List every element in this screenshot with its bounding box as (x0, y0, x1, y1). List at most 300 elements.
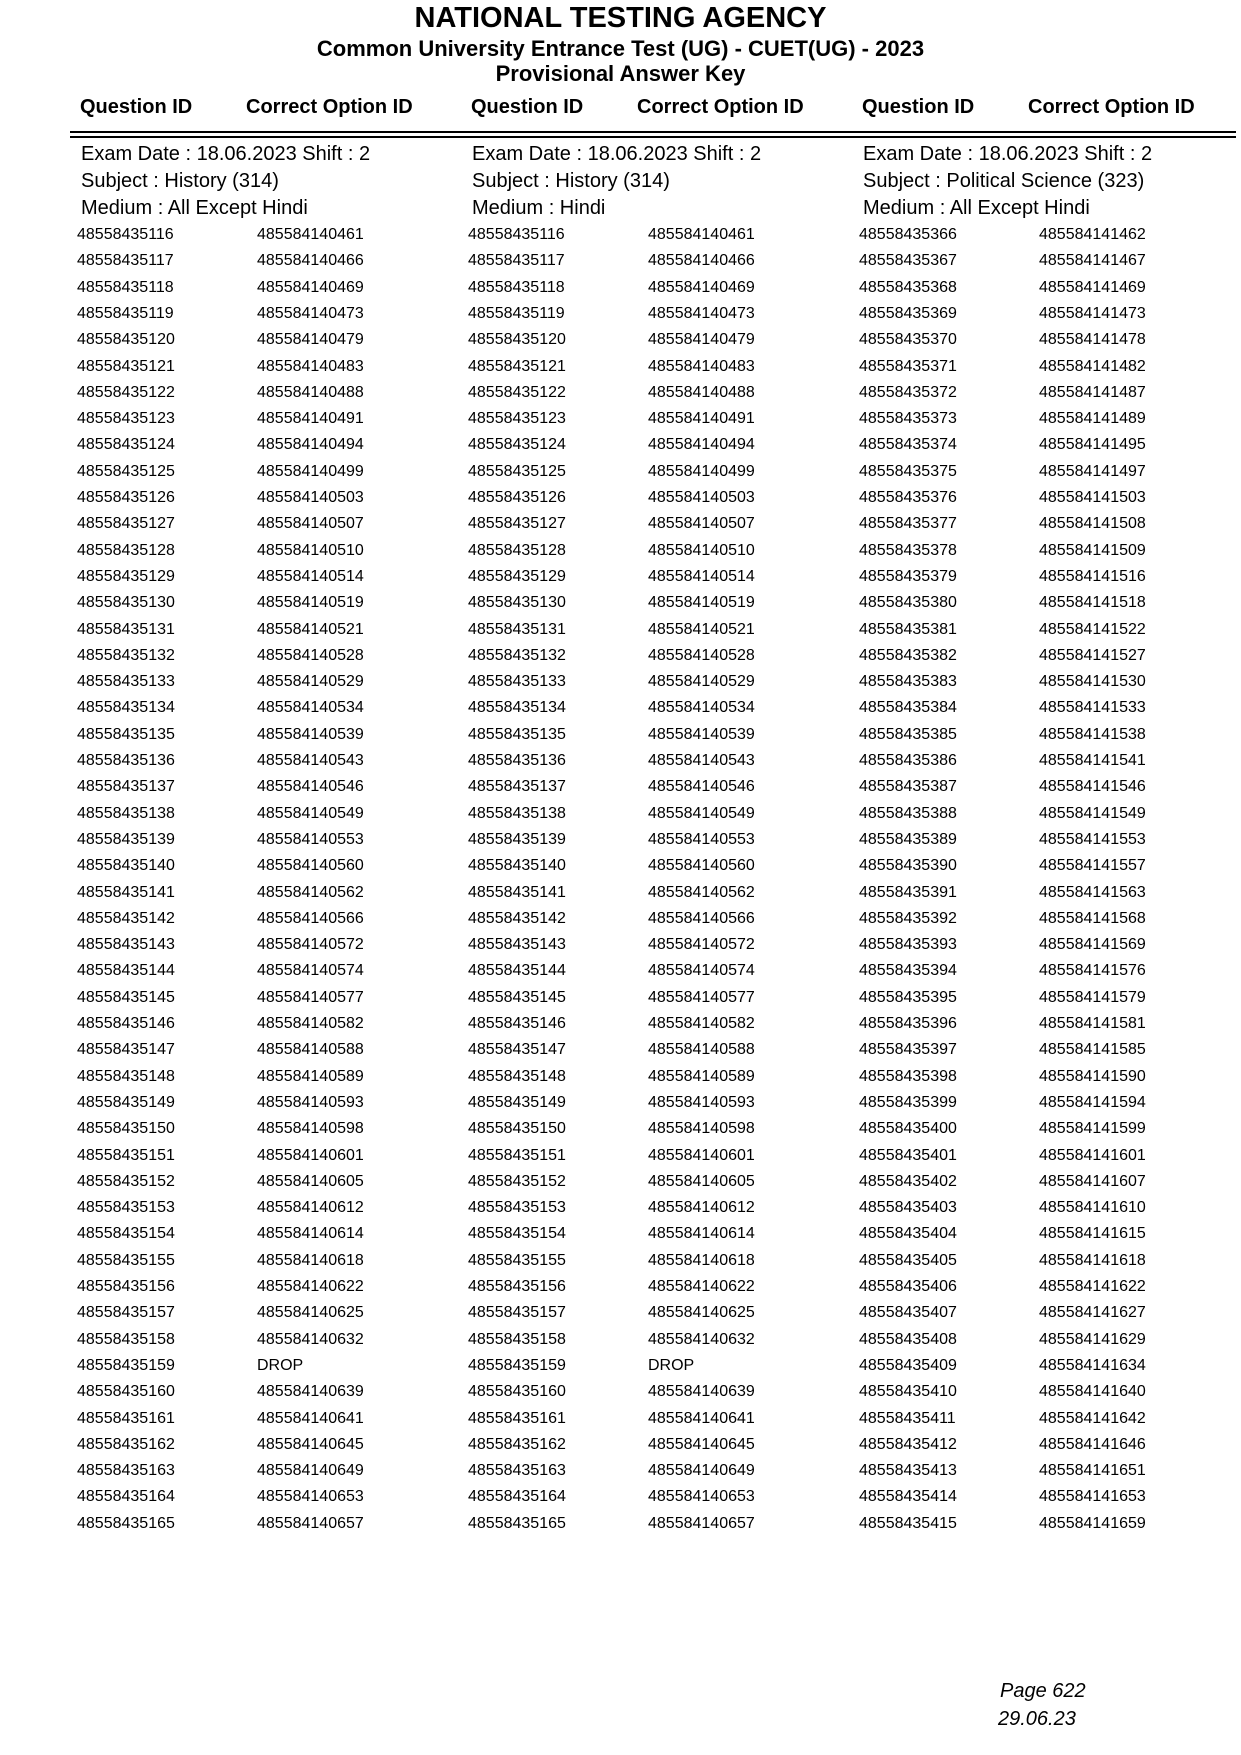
correct-option-id-cell: 485584141585 (1039, 1041, 1146, 1059)
correct-option-id-cell: 485584140539 (257, 725, 364, 743)
question-id-cell: 48558435148 (468, 1067, 566, 1085)
question-id-cell: 48558435408 (859, 1330, 957, 1348)
question-id-cell: 48558435156 (77, 1278, 175, 1295)
correct-option-id-cell: 485584141622 (1039, 1278, 1146, 1295)
correct-option-id-cell: 485584141607 (1039, 1172, 1146, 1190)
question-id-cell: 48558435137 (468, 778, 566, 796)
correct-option-id-cell: 485584140469 (257, 278, 364, 296)
correct-option-id-cell: 485584140612 (648, 1199, 755, 1217)
correct-option-id-cell: 485584140653 (648, 1488, 755, 1506)
correct-option-id-cell: 485584140577 (648, 988, 755, 1006)
question-id-cell: 48558435117 (77, 252, 174, 270)
question-id-cell: 48558435143 (77, 936, 175, 954)
question-id-cell: 48558435127 (468, 515, 566, 533)
correct-option-id-cell: 485584141651 (1039, 1462, 1146, 1480)
correct-option-id-cell: 485584141497 (1039, 462, 1146, 480)
question-id-cell: 48558435147 (468, 1041, 566, 1059)
correct-option-id-cell: 485584140494 (648, 436, 755, 454)
correct-option-id-cell: 485584140553 (257, 830, 364, 848)
question-id-cell: 48558435116 (77, 226, 174, 243)
correct-option-id-cell: 485584140593 (648, 1093, 755, 1111)
question-id-cell: 48558435370 (859, 331, 957, 349)
correct-option-id-cell: 485584140479 (257, 331, 364, 349)
correct-option-id-cell: 485584140529 (257, 673, 364, 691)
question-id-cell: 48558435122 (468, 383, 566, 401)
question-id-cell: 48558435163 (468, 1462, 566, 1480)
question-id-cell: 48558435117 (468, 252, 565, 270)
question-id-cell: 48558435127 (77, 515, 175, 533)
question-id-cell: 48558435124 (468, 436, 566, 454)
correct-option-id-cell: 485584141546 (1039, 778, 1146, 796)
correct-option-id-cell: 485584141579 (1039, 988, 1146, 1006)
correct-option-id-cell: 485584140582 (648, 1015, 755, 1032)
column-header-correct-option-id: Correct Option ID (1028, 96, 1195, 118)
question-id-cell: 48558435157 (468, 1304, 566, 1322)
correct-option-id-cell: 485584140543 (257, 752, 364, 769)
question-id-cell: 48558435158 (77, 1330, 175, 1348)
correct-option-id-cell: 485584140514 (257, 567, 364, 585)
question-id-cell: 48558435165 (468, 1514, 566, 1532)
question-id-cell: 48558435389 (859, 830, 957, 848)
column-header-correct-option-id: Correct Option ID (246, 96, 413, 118)
question-id-cell: 48558435160 (77, 1383, 175, 1401)
question-id-cell: 48558435394 (859, 962, 957, 980)
correct-option-id-cell: 485584140507 (257, 515, 364, 533)
correct-option-id-cell: 485584140572 (257, 936, 364, 954)
question-id-cell: 48558435147 (77, 1041, 175, 1059)
correct-option-id-cell: 485584141618 (1039, 1251, 1146, 1269)
question-id-cell: 48558435385 (859, 725, 957, 743)
question-id-cell: 48558435159 (77, 1356, 175, 1374)
question-id-cell: 48558435141 (77, 883, 175, 901)
correct-option-id-cell: 485584141489 (1039, 410, 1146, 428)
correct-option-id-cell: 485584140622 (648, 1278, 755, 1295)
question-id-cell: 48558435158 (468, 1330, 566, 1348)
correct-option-id-cell: 485584140549 (257, 804, 364, 822)
question-id-cell: 48558435139 (77, 830, 175, 848)
column-header-question-id: Question ID (471, 96, 584, 118)
question-id-cell: 48558435376 (859, 489, 957, 506)
correct-option-id-cell: 485584140632 (257, 1330, 364, 1348)
correct-option-id-cell: 485584141508 (1039, 515, 1146, 533)
question-id-cell: 48558435381 (859, 620, 957, 638)
question-id-cell: 48558435379 (859, 567, 957, 585)
correct-option-id-cell: 485584140546 (648, 778, 755, 796)
correct-option-id-cell: 485584140461 (257, 226, 364, 243)
correct-option-id-cell: 485584140494 (257, 436, 364, 454)
correct-option-id-cell: 485584141659 (1039, 1514, 1146, 1532)
correct-option-id-cell: 485584141462 (1039, 226, 1146, 243)
correct-option-id-cell: 485584140582 (257, 1015, 364, 1032)
column-header-question-id: Question ID (80, 96, 193, 118)
correct-option-id-cell: 485584141642 (1039, 1409, 1146, 1427)
question-id-cell: 48558435404 (859, 1225, 957, 1243)
question-id-cell: 48558435386 (859, 752, 957, 769)
question-id-cell: 48558435148 (77, 1067, 175, 1085)
question-id-cell: 48558435372 (859, 383, 957, 401)
correct-option-id-cell: 485584140473 (257, 304, 364, 322)
question-id-cell: 48558435138 (468, 804, 566, 822)
medium-label: Medium : Hindi (472, 197, 606, 219)
correct-option-id-cell: 485584141482 (1039, 357, 1146, 375)
correct-option-id-cell: 485584141569 (1039, 936, 1146, 954)
correct-option-id-cell: 485584140560 (648, 857, 755, 875)
question-id-cell: 48558435134 (468, 699, 566, 717)
correct-option-id-cell: 485584140562 (648, 883, 755, 901)
question-id-cell: 48558435384 (859, 699, 957, 717)
header-divider (70, 131, 1236, 133)
column-header-question-id: Question ID (862, 96, 975, 118)
correct-option-id-cell: 485584140574 (648, 962, 755, 980)
correct-option-id-cell: 485584140649 (648, 1462, 755, 1480)
correct-option-id-cell: 485584141629 (1039, 1330, 1146, 1348)
correct-option-id-cell: 485584140566 (257, 909, 364, 927)
question-id-cell: 48558435400 (859, 1120, 957, 1138)
question-id-cell: 48558435410 (859, 1383, 957, 1401)
correct-option-id-cell: 485584140572 (648, 936, 755, 954)
question-id-cell: 48558435145 (77, 988, 175, 1006)
correct-option-id-cell: 485584140519 (257, 594, 364, 612)
question-id-cell: 48558435132 (77, 646, 175, 664)
correct-option-id-cell: DROP (648, 1356, 695, 1374)
question-id-cell: 48558435119 (468, 304, 565, 322)
question-id-cell: 48558435126 (77, 489, 175, 506)
question-id-cell: 48558435406 (859, 1278, 957, 1295)
correct-option-id-cell: 485584141527 (1039, 646, 1146, 664)
correct-option-id-cell: 485584140574 (257, 962, 364, 980)
correct-option-id-cell: 485584140649 (257, 1462, 364, 1480)
correct-option-id-cell: DROP (257, 1356, 304, 1374)
question-id-cell: 48558435159 (468, 1356, 566, 1374)
question-id-cell: 48558435146 (468, 1015, 566, 1032)
correct-option-id-cell: 485584140625 (257, 1304, 364, 1322)
correct-option-id-cell: 485584141627 (1039, 1304, 1146, 1322)
correct-option-id-cell: 485584141553 (1039, 830, 1146, 848)
question-id-cell: 48558435126 (468, 489, 566, 506)
question-id-cell: 48558435162 (77, 1435, 175, 1453)
correct-option-id-cell: 485584140507 (648, 515, 755, 533)
correct-option-id-cell: 485584140534 (648, 699, 755, 717)
correct-option-id-cell: 485584140461 (648, 226, 755, 243)
correct-option-id-cell: 485584141557 (1039, 857, 1146, 875)
correct-option-id-cell: 485584140549 (648, 804, 755, 822)
question-id-cell: 48558435143 (468, 936, 566, 954)
question-id-cell: 48558435162 (468, 1435, 566, 1453)
question-id-cell: 48558435403 (859, 1199, 957, 1217)
correct-option-id-cell: 485584140488 (257, 383, 364, 401)
correct-option-id-cell: 485584140539 (648, 725, 755, 743)
correct-option-id-cell: 485584141653 (1039, 1488, 1146, 1506)
correct-option-id-cell: 485584140645 (648, 1435, 755, 1453)
correct-option-id-cell: 485584140605 (648, 1172, 755, 1190)
question-id-cell: 48558435133 (77, 673, 175, 691)
correct-option-id-cell: 485584140488 (648, 383, 755, 401)
question-id-cell: 48558435152 (468, 1172, 566, 1190)
correct-option-id-cell: 485584140528 (648, 646, 755, 664)
correct-option-id-cell: 485584140588 (257, 1041, 364, 1059)
question-id-cell: 48558435395 (859, 988, 957, 1006)
question-id-cell: 48558435120 (468, 331, 566, 349)
question-id-cell: 48558435387 (859, 778, 957, 796)
correct-option-id-cell: 485584140553 (648, 830, 755, 848)
subject-label: Subject : Political Science (323) (863, 170, 1145, 192)
correct-option-id-cell: 485584141634 (1039, 1356, 1146, 1374)
question-id-cell: 48558435142 (468, 909, 566, 927)
question-id-cell: 48558435149 (77, 1093, 175, 1111)
question-id-cell: 48558435131 (77, 620, 175, 638)
question-id-cell: 48558435369 (859, 304, 957, 322)
question-id-cell: 48558435136 (77, 752, 175, 769)
correct-option-id-cell: 485584141467 (1039, 252, 1146, 270)
question-id-cell: 48558435377 (859, 515, 957, 533)
correct-option-id-cell: 485584141516 (1039, 567, 1146, 585)
question-id-cell: 48558435396 (859, 1015, 957, 1032)
correct-option-id-cell: 485584140466 (648, 252, 755, 270)
question-id-cell: 48558435366 (859, 226, 957, 243)
correct-option-id-cell: 485584141615 (1039, 1225, 1146, 1243)
question-id-cell: 48558435153 (468, 1199, 566, 1217)
correct-option-id-cell: 485584140632 (648, 1330, 755, 1348)
question-id-cell: 48558435153 (77, 1199, 175, 1217)
correct-option-id-cell: 485584140589 (648, 1067, 755, 1085)
correct-option-id-cell: 485584140622 (257, 1278, 364, 1295)
correct-option-id-cell: 485584140519 (648, 594, 755, 612)
question-id-cell: 48558435413 (859, 1462, 957, 1480)
question-id-cell: 48558435373 (859, 410, 957, 428)
correct-option-id-cell: 485584140466 (257, 252, 364, 270)
question-id-cell: 48558435150 (77, 1120, 175, 1138)
correct-option-id-cell: 485584141509 (1039, 541, 1146, 559)
correct-option-id-cell: 485584141563 (1039, 883, 1146, 901)
question-id-cell: 48558435131 (468, 620, 566, 638)
question-id-cell: 48558435142 (77, 909, 175, 927)
question-id-cell: 48558435141 (468, 883, 566, 901)
correct-option-id-cell: 485584141610 (1039, 1199, 1146, 1217)
question-id-cell: 48558435151 (77, 1146, 175, 1164)
correct-option-id-cell: 485584140601 (257, 1146, 364, 1164)
correct-option-id-cell: 485584141541 (1039, 752, 1146, 769)
medium-label: Medium : All Except Hindi (81, 197, 308, 219)
question-id-cell: 48558435135 (468, 725, 566, 743)
correct-option-id-cell: 485584140657 (257, 1514, 364, 1532)
correct-option-id-cell: 485584140491 (648, 410, 755, 428)
question-id-cell: 48558435414 (859, 1488, 957, 1506)
question-id-cell: 48558435122 (77, 383, 175, 401)
correct-option-id-cell: 485584140510 (648, 541, 755, 559)
correct-option-id-cell: 485584141478 (1039, 331, 1146, 349)
question-id-cell: 48558435116 (468, 226, 565, 243)
question-id-cell: 48558435137 (77, 778, 175, 796)
question-id-cell: 48558435155 (77, 1251, 175, 1269)
question-id-cell: 48558435118 (77, 278, 174, 296)
question-id-cell: 48558435118 (468, 278, 565, 296)
question-id-cell: 48558435412 (859, 1435, 957, 1453)
question-id-cell: 48558435374 (859, 436, 957, 454)
question-id-cell: 48558435157 (77, 1304, 175, 1322)
correct-option-id-cell: 485584141640 (1039, 1383, 1146, 1401)
correct-option-id-cell: 485584140605 (257, 1172, 364, 1190)
question-id-cell: 48558435124 (77, 436, 175, 454)
question-id-cell: 48558435378 (859, 541, 957, 559)
correct-option-id-cell: 485584140641 (648, 1409, 755, 1427)
exam-date-shift: Exam Date : 18.06.2023 Shift : 2 (472, 143, 762, 165)
correct-option-id-cell: 485584141549 (1039, 804, 1146, 822)
correct-option-id-cell: 485584140528 (257, 646, 364, 664)
question-id-cell: 48558435129 (468, 567, 566, 585)
question-id-cell: 48558435392 (859, 909, 957, 927)
correct-option-id-cell: 485584140639 (648, 1383, 755, 1401)
document-type: Provisional Answer Key (495, 61, 746, 86)
question-id-cell: 48558435388 (859, 804, 957, 822)
print-date: 29.06.23 (998, 1708, 1076, 1730)
question-id-cell: 48558435402 (859, 1172, 957, 1190)
question-id-cell: 48558435155 (468, 1251, 566, 1269)
correct-option-id-cell: 485584140612 (257, 1199, 364, 1217)
correct-option-id-cell: 485584140577 (257, 988, 364, 1006)
correct-option-id-cell: 485584141581 (1039, 1015, 1146, 1032)
correct-option-id-cell: 485584141576 (1039, 962, 1146, 980)
correct-option-id-cell: 485584141646 (1039, 1435, 1146, 1453)
correct-option-id-cell: 485584140598 (257, 1120, 364, 1138)
question-id-cell: 48558435160 (468, 1383, 566, 1401)
question-id-cell: 48558435368 (859, 278, 957, 296)
correct-option-id-cell: 485584140653 (257, 1488, 364, 1506)
correct-option-id-cell: 485584141518 (1039, 594, 1146, 612)
correct-option-id-cell: 485584140589 (257, 1067, 364, 1085)
correct-option-id-cell: 485584140598 (648, 1120, 755, 1138)
correct-option-id-cell: 485584141487 (1039, 383, 1146, 401)
question-id-cell: 48558435164 (468, 1488, 566, 1506)
question-id-cell: 48558435120 (77, 331, 175, 349)
question-id-cell: 48558435135 (77, 725, 175, 743)
question-id-cell: 48558435145 (468, 988, 566, 1006)
subject-label: Subject : History (314) (81, 170, 279, 192)
question-id-cell: 48558435397 (859, 1041, 957, 1059)
question-id-cell: 48558435119 (77, 304, 174, 322)
agency-title: NATIONAL TESTING AGENCY (414, 2, 827, 34)
correct-option-id-cell: 485584140521 (648, 620, 755, 638)
correct-option-id-cell: 485584140499 (257, 462, 364, 480)
exam-date-shift: Exam Date : 18.06.2023 Shift : 2 (863, 143, 1153, 165)
question-id-cell: 48558435391 (859, 883, 957, 901)
question-id-cell: 48558435129 (77, 567, 175, 585)
correct-option-id-cell: 485584141538 (1039, 725, 1146, 743)
question-id-cell: 48558435161 (468, 1409, 566, 1427)
question-id-cell: 48558435409 (859, 1356, 957, 1374)
question-id-cell: 48558435144 (77, 962, 175, 980)
correct-option-id-cell: 485584140614 (648, 1225, 755, 1243)
correct-option-id-cell: 485584140566 (648, 909, 755, 927)
correct-option-id-cell: 485584140546 (257, 778, 364, 796)
question-id-cell: 48558435156 (468, 1278, 566, 1295)
question-id-cell: 48558435411 (859, 1409, 956, 1427)
question-id-cell: 48558435380 (859, 594, 957, 612)
question-id-cell: 48558435165 (77, 1514, 175, 1532)
correct-option-id-cell: 485584140641 (257, 1409, 364, 1427)
correct-option-id-cell: 485584140618 (257, 1251, 364, 1269)
correct-option-id-cell: 485584141495 (1039, 436, 1146, 454)
correct-option-id-cell: 485584140614 (257, 1225, 364, 1243)
question-id-cell: 48558435161 (77, 1409, 175, 1427)
correct-option-id-cell: 485584140514 (648, 567, 755, 585)
correct-option-id-cell: 485584140491 (257, 410, 364, 428)
question-id-cell: 48558435151 (468, 1146, 566, 1164)
page-number: Page 622 (1000, 1680, 1086, 1702)
question-id-cell: 48558435136 (468, 752, 566, 769)
correct-option-id-cell: 485584141599 (1039, 1120, 1146, 1138)
question-id-cell: 48558435415 (859, 1514, 957, 1532)
correct-option-id-cell: 485584141469 (1039, 278, 1146, 296)
question-id-cell: 48558435371 (859, 357, 957, 375)
question-id-cell: 48558435146 (77, 1015, 175, 1032)
question-id-cell: 48558435382 (859, 646, 957, 664)
question-id-cell: 48558435121 (468, 357, 566, 375)
correct-option-id-cell: 485584140469 (648, 278, 755, 296)
question-id-cell: 48558435128 (468, 541, 566, 559)
correct-option-id-cell: 485584141522 (1039, 620, 1146, 638)
question-id-cell: 48558435130 (468, 594, 566, 612)
question-id-cell: 48558435138 (77, 804, 175, 822)
correct-option-id-cell: 485584140601 (648, 1146, 755, 1164)
question-id-cell: 48558435123 (468, 410, 566, 428)
correct-option-id-cell: 485584140479 (648, 331, 755, 349)
correct-option-id-cell: 485584140503 (648, 489, 755, 506)
correct-option-id-cell: 485584140562 (257, 883, 364, 901)
correct-option-id-cell: 485584140483 (257, 357, 364, 375)
question-id-cell: 48558435123 (77, 410, 175, 428)
question-id-cell: 48558435367 (859, 252, 957, 270)
correct-option-id-cell: 485584140499 (648, 462, 755, 480)
question-id-cell: 48558435132 (468, 646, 566, 664)
column-header-correct-option-id: Correct Option ID (637, 96, 804, 118)
question-id-cell: 48558435134 (77, 699, 175, 717)
question-id-cell: 48558435390 (859, 857, 957, 875)
question-id-cell: 48558435399 (859, 1093, 957, 1111)
question-id-cell: 48558435401 (859, 1146, 957, 1164)
correct-option-id-cell: 485584140521 (257, 620, 364, 638)
question-id-cell: 48558435154 (468, 1225, 566, 1243)
correct-option-id-cell: 485584140588 (648, 1041, 755, 1059)
correct-option-id-cell: 485584141601 (1039, 1146, 1146, 1164)
question-id-cell: 48558435144 (468, 962, 566, 980)
correct-option-id-cell: 485584141503 (1039, 489, 1146, 506)
correct-option-id-cell: 485584140645 (257, 1435, 364, 1453)
question-id-cell: 48558435375 (859, 462, 957, 480)
question-id-cell: 48558435163 (77, 1462, 175, 1480)
question-id-cell: 48558435164 (77, 1488, 175, 1506)
correct-option-id-cell: 485584141533 (1039, 699, 1146, 717)
correct-option-id-cell: 485584140503 (257, 489, 364, 506)
correct-option-id-cell: 485584140543 (648, 752, 755, 769)
question-id-cell: 48558435154 (77, 1225, 175, 1243)
exam-date-shift: Exam Date : 18.06.2023 Shift : 2 (81, 143, 371, 165)
medium-label: Medium : All Except Hindi (863, 197, 1090, 219)
subject-label: Subject : History (314) (472, 170, 670, 192)
correct-option-id-cell: 485584141473 (1039, 304, 1146, 322)
question-id-cell: 48558435140 (468, 857, 566, 875)
correct-option-id-cell: 485584140529 (648, 673, 755, 691)
correct-option-id-cell: 485584140625 (648, 1304, 755, 1322)
correct-option-id-cell: 485584140593 (257, 1093, 364, 1111)
correct-option-id-cell: 485584141530 (1039, 673, 1146, 691)
correct-option-id-cell: 485584140657 (648, 1514, 755, 1532)
question-id-cell: 48558435140 (77, 857, 175, 875)
correct-option-id-cell: 485584140639 (257, 1383, 364, 1401)
question-id-cell: 48558435398 (859, 1067, 957, 1085)
document-header (0, 0, 1241, 86)
correct-option-id-cell: 485584141590 (1039, 1067, 1146, 1085)
question-id-cell: 48558435405 (859, 1251, 957, 1269)
